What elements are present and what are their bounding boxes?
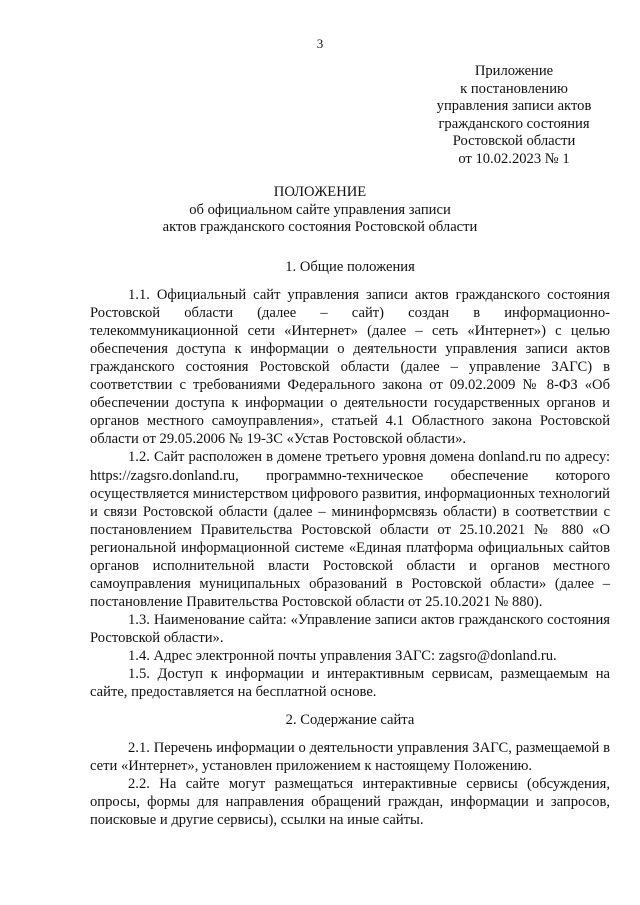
appendix-line: от 10.02.2023 № 1 — [458, 150, 570, 167]
appendix-line: управления записи актов — [436, 98, 592, 115]
appendix-block — [432, 63, 596, 169]
appendix-line: Ростовской области — [452, 133, 576, 150]
appendix-line: к постановлению — [460, 80, 568, 97]
paragraph: 1.4. Адрес электронной почты управления ЗАГС: zagsro@donland.ru. — [128, 647, 557, 664]
paragraph: 1.3. Наименование сайта: «Управление записи актов гражданского состояния Ростовской области». — [90, 611, 610, 646]
document-subtitle-line: актов гражданского состояния Ростовской области — [162, 219, 478, 236]
document-title: ПОЛОЖЕНИЕ — [273, 184, 367, 200]
document-body — [90, 258, 610, 829]
paragraph: 1.1. Официальный сайт управления записи актов гражданского состояния Ростовской области (далее – сайт) создан в информационно-телекоммуникационной сети «Интернет» (далее – сеть «Интернет») с целью обеспечения доступа к информации о деятельности управления записи актов гражданского состояния Ростовской области (далее – управление ЗАГС) в соответствии с требованиями Федерального закона от 09.02.2009 № 8-ФЗ «Об обеспечении доступа к информации о деятельности государственных органов и органов местного самоуправления», статьей 4.1 Областного закона Ростовской области от 29.05.2006 № 19-ЗС «Устав Ростовской области». — [90, 287, 610, 448]
paragraph: 1.2. Сайт расположен в домене третьего уровня домена donland.ru по адресу: https://zagsro.donland.ru, программно-техническое обеспечение которого осуществляется министерством цифрового развития, информационных технологий и связи Ростовской области (далее – мининформсвязь области) в соответствии с постановлением Правительства Ростовской области от 25.10.2021 № 880 «О региональной информационной системе «Единая платформа официальных сайтов органов исполнительной власти Ростовской области и органов местного самоуправления муниципальных образований в Ростовской области» (далее – постановление Правительства Ростовской области от 25.10.2021 № 880). — [90, 449, 610, 610]
page-number: 3 — [316, 36, 324, 51]
paragraph: 2.1. Перечень информации о деятельности управления ЗАГС, размещаемой в сети «Интернет», установлен приложением к настоящему Положению. — [90, 740, 610, 775]
paragraph: 1.5. Доступ к информации и интерактивным сервисам, размещаемым на сайте, предоставляется на бесплатной основе. — [90, 666, 610, 701]
document-title-block — [0, 184, 640, 237]
appendix-line: гражданского состояния — [438, 115, 590, 132]
section-heading: 2. Содержание сайта — [285, 712, 415, 729]
section-heading: 1. Общие положения — [285, 259, 415, 275]
appendix-line: Приложение — [474, 63, 554, 79]
document-subtitle-line: об официальном сайте управления записи — [189, 201, 451, 218]
paragraph: 2.2. На сайте могут размещаться интерактивные сервисы (обсуждения, опросы, формы для направления обращений граждан, информации и запросов, поисковые и другие сервисы), ссылки на иные сайты. — [90, 776, 610, 829]
